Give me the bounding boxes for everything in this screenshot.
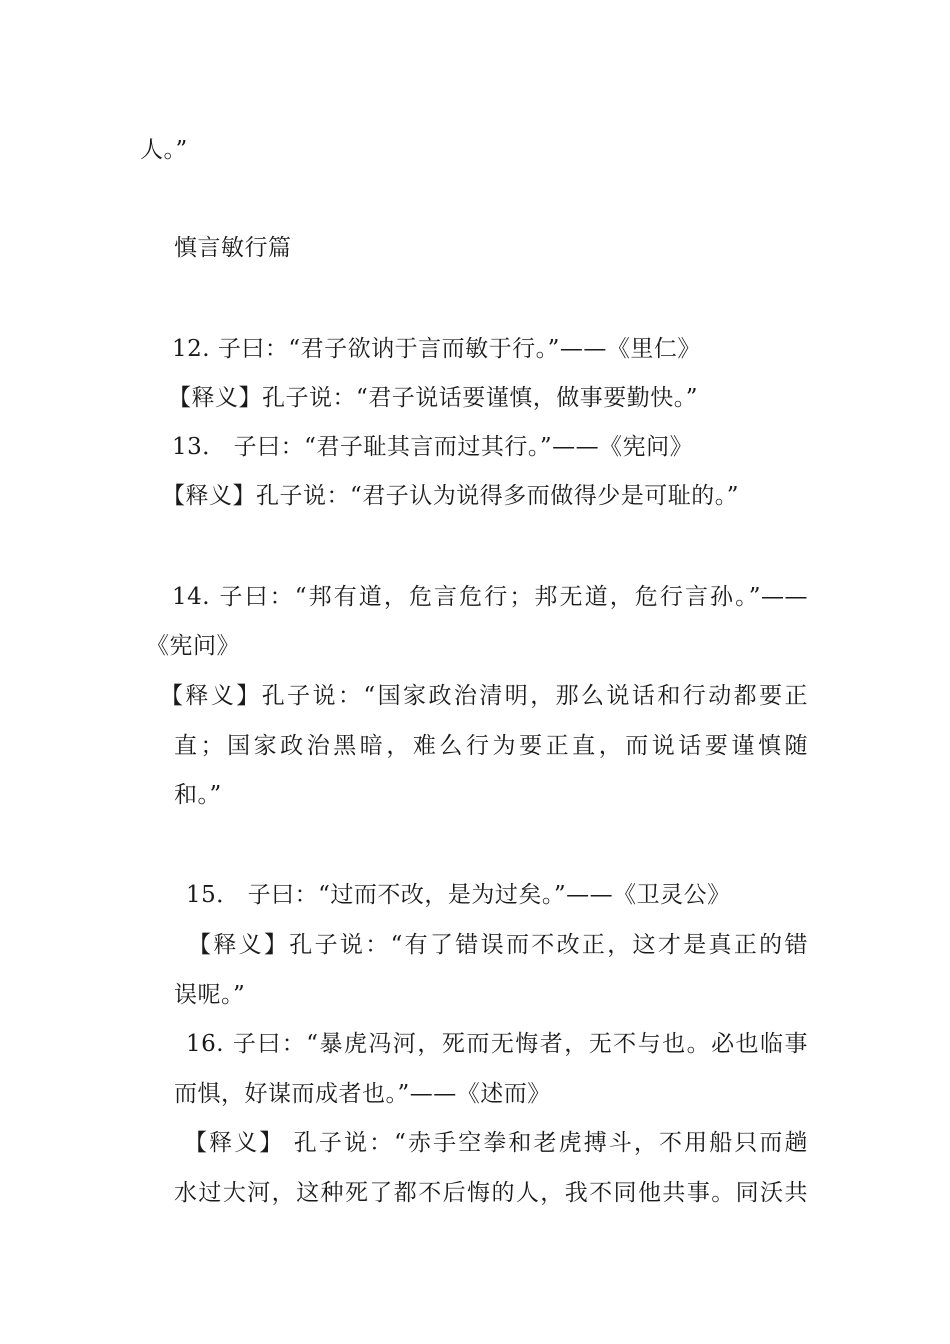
explanation-13: 【释义】孔子说：“君子认为说得多而做得少是可耻的。”	[162, 483, 740, 509]
quote-16-line-1: 16. 子曰：“暴虎冯河，死而无悔者，无不与也。必也临事	[186, 1031, 808, 1057]
explanation-14-line-3: 和。”	[174, 782, 222, 808]
section-heading: 慎言敏行篇	[174, 235, 292, 261]
explanation-14-line-2: 直；国家政治黑暗，难么行为要正直，而说话要谨慎随	[174, 733, 808, 759]
explanation-16-line-2: 水过大河，这种死了都不后悔的人，我不同他共事。同沃共	[174, 1180, 808, 1206]
explanation-15-line-1: 【释义】孔子说：“有了错误而不改正，这才是真正的错	[188, 932, 808, 958]
continuation-line: 人。”	[140, 137, 188, 163]
quote-15: 15． 子曰：“过而不改，是为过矣。”——《卫灵公》	[186, 882, 731, 908]
explanation-14-line-1: 【释义】孔子说：“国家政治清明，那么说话和行动都要正	[160, 683, 808, 709]
quote-12: 12. 子曰：“君子欲讷于言而敏于行。”——《里仁》	[172, 336, 701, 362]
explanation-15-line-2: 误呢。”	[174, 982, 246, 1008]
quote-16-line-2: 而惧，好谋而成者也。”——《述而》	[174, 1081, 551, 1107]
quote-13: 13． 子曰：“君子耻其言而过其行。”——《宪问》	[172, 434, 694, 460]
explanation-12: 【释义】孔子说：“君子说话要谨慎，做事要勤快。”	[168, 385, 699, 411]
quote-14-line-2: 《宪问》	[146, 633, 240, 659]
explanation-16-line-1: 【释义】 孔子说：“赤手空拳和老虎搏斗，不用船只而趟	[184, 1130, 808, 1156]
quote-14-line-1: 14. 子曰：“邦有道，危言危行；邦无道，危行言孙。”——	[172, 584, 808, 610]
